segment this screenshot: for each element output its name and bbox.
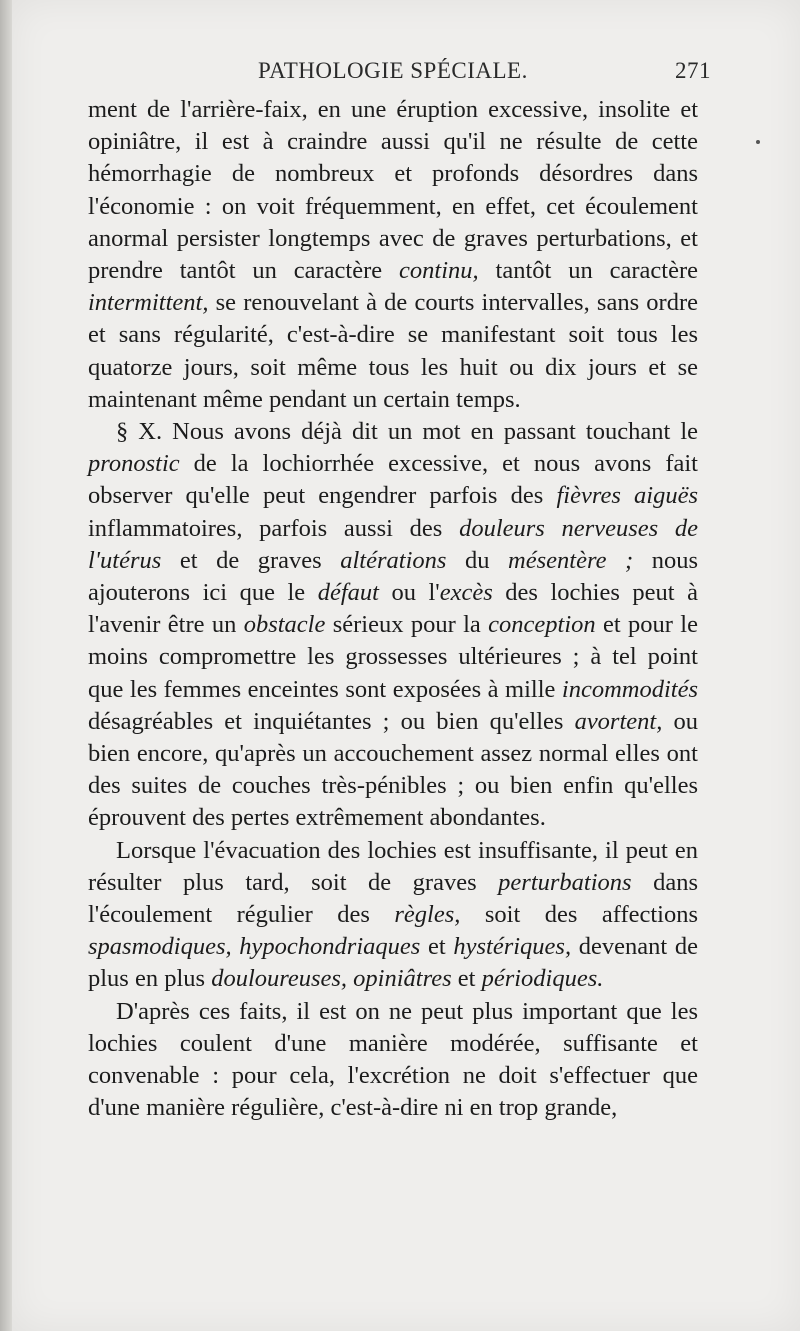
italic-text: altérations xyxy=(340,546,447,574)
text-run: ou l' xyxy=(378,579,440,607)
italic-text: avortent, xyxy=(574,707,663,735)
text-run: dans l'écoulement régulier des xyxy=(88,868,698,929)
italic-text: douleurs nerveuses de l'utérus xyxy=(88,514,698,574)
text-run: de la lochiorrhée excessive, et nous avons fait observer qu'elle peut engendrer parfois des xyxy=(88,450,698,510)
italic-text: obstacle xyxy=(243,611,326,639)
italic-text: règles, xyxy=(394,901,461,929)
text-run: devenant de plus en plus xyxy=(88,933,699,993)
text-run: ment de l'arrière-faix, en une éruption excessive, insolite et opiniâtre, il est à craindre aussi qu'il ne résulte de cette hémorrhagie de nombreux et profonds désordres dans l'économie : on voit fréquemment, en effet, cet écoulement anormal persister longtemps avec de graves perturbations, et prendre tantôt un caractère xyxy=(88,96,698,285)
text-run: et pour le moins compromettre les grossesses ultérieures ; à tel point que les femmes enceintes sont exposées à mille xyxy=(88,611,698,703)
italic-text: continu, xyxy=(399,257,479,285)
text-run: sérieux pour la xyxy=(325,611,489,639)
text-run: Lorsque l'évacuation des lochies est insuffisante, il peut en résulter plus tard, soit de graves xyxy=(88,836,698,896)
text-run: et xyxy=(420,933,454,961)
text-run: tantôt un caractère xyxy=(478,257,699,285)
paragraph xyxy=(88,835,698,996)
text-run: nous ajouterons ici que le xyxy=(88,546,698,607)
paragraph xyxy=(88,416,698,835)
text-run: et de graves xyxy=(161,546,341,574)
text-run: des lochies peut à l'avenir être un xyxy=(88,579,698,639)
italic-text: incommodités xyxy=(561,675,698,703)
text-run: du xyxy=(446,546,509,574)
page-gutter-shadow xyxy=(0,0,12,1331)
text-run: et xyxy=(451,965,482,993)
page-header xyxy=(12,56,800,90)
italic-text: défaut xyxy=(317,579,379,607)
text-run: inflammatoires, parfois aussi des xyxy=(88,514,460,542)
italic-text: douloureuses, opiniâtres xyxy=(211,965,452,993)
text-run: D'après ces faits, il est on ne peut plus important que les lochies coulent d'une manière modérée, suffisante et convenable : pour cela, l'excrétion ne doit s'effectuer que d'une manière régulière, c'est-à-dire ni en trop grande, xyxy=(88,997,698,1122)
book-page xyxy=(12,0,800,1331)
paragraph xyxy=(88,996,698,1125)
italic-text: mésentère ; xyxy=(508,546,634,574)
text-run: soit des affections xyxy=(460,901,698,929)
italic-text: spasmodiques, hypochondriaques xyxy=(88,933,421,961)
text-run: § X. Nous avons déjà dit un mot en passant touchant le xyxy=(116,418,698,446)
italic-text: perturbations xyxy=(498,868,632,896)
italic-text: intermittent, xyxy=(88,289,209,317)
italic-text: pronostic xyxy=(88,450,180,478)
italic-text: périodiques. xyxy=(481,965,604,993)
italic-text: conception xyxy=(488,611,596,639)
paragraph xyxy=(88,94,698,416)
text-run: désagréables et inquiétantes ; ou bien qu'elles xyxy=(88,707,575,735)
running-title: PATHOLOGIE SPÉCIALE. xyxy=(258,58,528,83)
text-run: se renouvelant à de courts intervalles, sans ordre et sans régularité, c'est-à-dire se manifestant soit tous les quatorze jours, soit même tous les huit ou dix jours et se maintenant même pendant un certain temps. xyxy=(88,289,698,413)
body-text xyxy=(88,94,698,1125)
text-run: ou bien encore, qu'après un accouchement assez normal elles ont des suites de couches très-pénibles ; ou bien enfin qu'elles éprouvent des pertes extrêmement abondantes. xyxy=(88,707,698,832)
page-number: 271 xyxy=(675,58,711,83)
ink-speck xyxy=(756,140,760,144)
italic-text: fièvres aiguës xyxy=(556,482,698,510)
italic-text: excès xyxy=(439,579,493,607)
italic-text: hystériques, xyxy=(453,933,572,961)
